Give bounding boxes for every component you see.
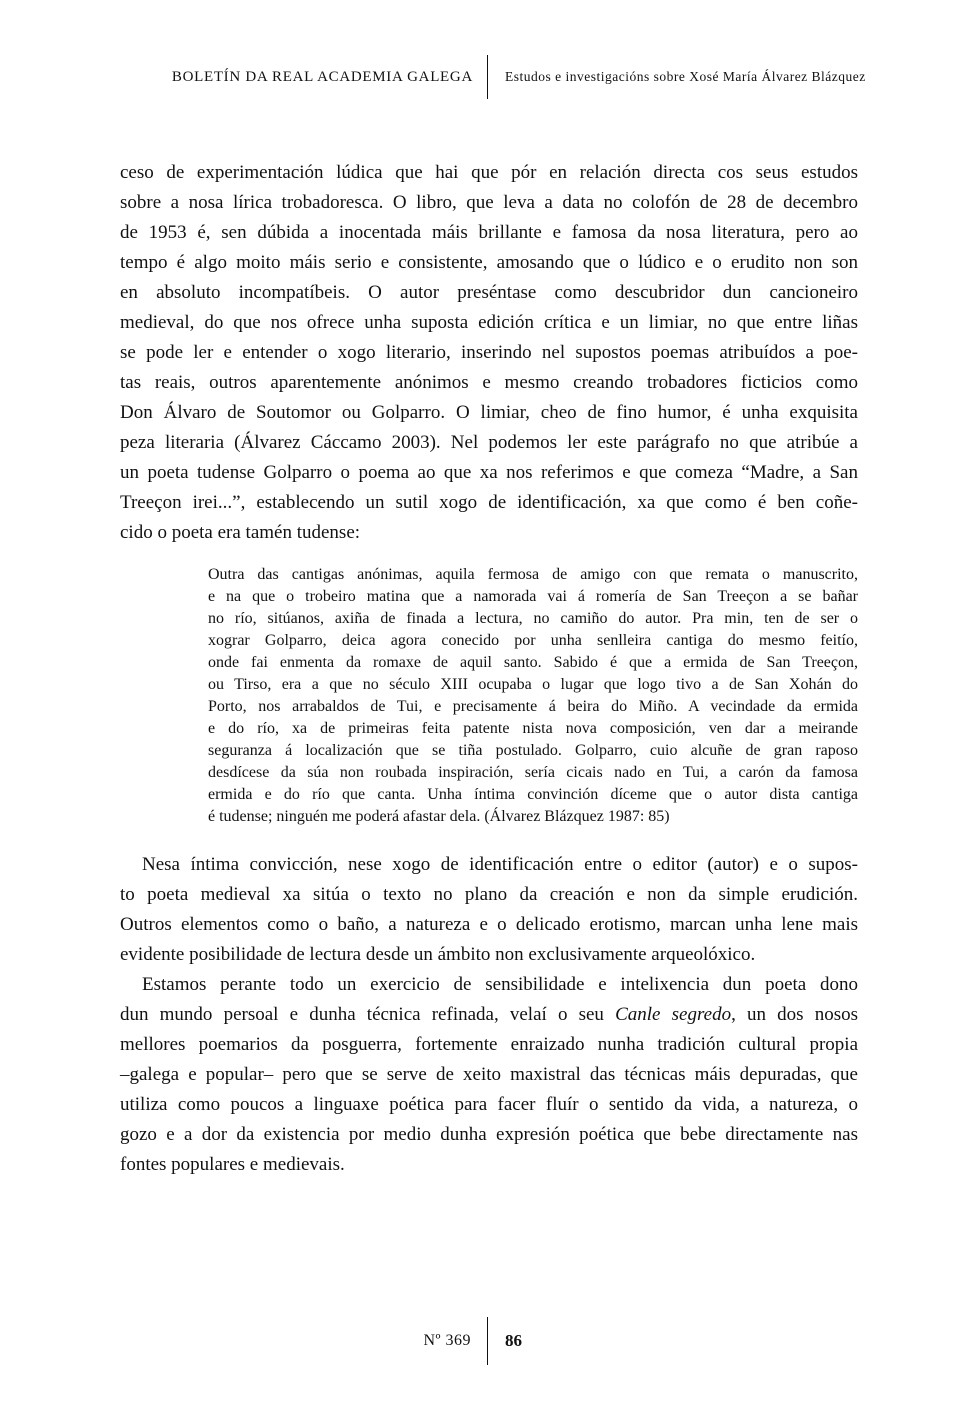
text-line: fontes populares e medievais. bbox=[120, 1154, 345, 1175]
text-line: sobre a nosa lírica trobadoresca. O libro, que leva a data no colofón de 28 de decembro bbox=[120, 192, 858, 213]
page-footer bbox=[0, 1317, 975, 1365]
text-line: é tudense; ninguén me poderá afastar dela. (Álvarez Blázquez 1987: 85) bbox=[208, 808, 670, 825]
text-line: –galega e popular– pero que se serve de xeito maxistral das técnicas máis depuradas, que bbox=[120, 1064, 858, 1085]
text-line: dun mundo persoal e dunha técnica refinada, velaí o seu Canle segredo, un dos nosos bbox=[120, 1004, 858, 1025]
text-line: ceso de experimentación lúdica que hai que pór en relación directa cos seus estudos bbox=[120, 162, 858, 183]
text-line: Outros elementos como o baño, a natureza e o delicado erotismo, marcan unha lene mais bbox=[120, 914, 858, 935]
text-line: de 1953 é, sen dúbida a inocentada máis brillante e famosa da nosa literatura, pero ao bbox=[120, 222, 858, 243]
text-line: Treeçon irei...”, establecendo un sutil xogo de identificación, xa que como é ben coñe- bbox=[120, 492, 858, 513]
text-line: ermida e do río que canta. Unha íntima convinción díceme que o autor dista cantiga bbox=[208, 786, 858, 803]
text-line: gozo e a dor da existencia por medio dunha expresión poética que bebe directamente nas bbox=[120, 1124, 858, 1145]
body-paragraph bbox=[120, 850, 858, 970]
text-line: se pode ler e entender o xogo literario, inserindo nel supostos poemas atribuídos a poe- bbox=[120, 342, 858, 363]
journal-header bbox=[0, 55, 975, 99]
page-number: 86 bbox=[505, 1331, 522, 1350]
text-line: cido o poeta era tamén tudense: bbox=[120, 522, 361, 543]
text-line: e do río, xa de primeiras feita patente nista nova composición, ven dar a meirande bbox=[208, 720, 858, 737]
text-line: seguranza á localización que se tiña postulado. Golparro, cuio alcuñe de gran raposo bbox=[208, 742, 858, 759]
text-line: ou Tirso, era a que no século XIII ocupaba o lugar que logo tivo a de San Xohán do bbox=[208, 676, 858, 693]
text-line: mellores poemarios da posguerra, fortemente enraizado nunha tradición cultural propia bbox=[120, 1034, 858, 1055]
text-line: un poeta tudense Golparro o poema ao que xa nos referimos e que comeza “Madre, a San bbox=[120, 462, 858, 483]
text-line: utiliza como poucos a linguaxe poética para facer fluír o sentido da vida, a natureza, o bbox=[120, 1094, 858, 1115]
text-line: Porto, nos arrabaldos de Tui, e precisamente á beira do Miño. A vecindade da ermida bbox=[208, 698, 858, 715]
body-paragraph bbox=[120, 158, 858, 548]
issue-number: Nº 369 bbox=[423, 1332, 471, 1349]
text-line: evidente posibilidade de lectura desde un ámbito non exclusivamente arqueolóxico. bbox=[120, 944, 756, 965]
text-line: desdícese da súa non roubada inspiración, sería cicais nado en Tui, a carón da famosa bbox=[208, 764, 858, 781]
page-body bbox=[120, 158, 858, 1180]
text-line: en absoluto incompatíbeis. O autor preséntase como descubridor dun cancioneiro bbox=[120, 282, 858, 303]
text-line: Nesa íntima convicción, nese xogo de identificación entre o editor (autor) e o supos- bbox=[142, 854, 858, 875]
text-line: Outra das cantigas anónimas, aquila fermosa de amigo con que remata o manuscrito, bbox=[208, 566, 858, 583]
body-paragraph bbox=[120, 970, 858, 1180]
text-line: tas reais, outros aparentemente anónimos e mesmo creando trobadores ficticios como bbox=[120, 372, 858, 393]
journal-title: BOLETÍN DA REAL ACADEMIA GALEGA bbox=[171, 68, 473, 85]
text-line: Estamos perante todo un exercicio de sensibilidade e intelixencia dun poeta dono bbox=[142, 974, 858, 995]
text-line: medieval, do que nos ofrece unha suposta edición crítica e un limiar, no que entre liñas bbox=[120, 312, 858, 333]
text-line: Don Álvaro de Soutomor ou Golparro. O limiar, cheo de fino humor, é unha exquisita bbox=[120, 402, 858, 423]
text-line: peza literaria (Álvarez Cáccamo 2003). Nel podemos ler este parágrafo no que atribúe a bbox=[120, 432, 858, 453]
text-line: to poeta medieval xa sitúa o texto no plano da creación e non da simple erudición. bbox=[120, 884, 858, 905]
block-quote bbox=[208, 564, 858, 828]
text-line: no río, sitúanos, axiña de finada a lectura, no camiño do autor. Pra min, ten de ser o bbox=[208, 610, 858, 627]
article-title: Estudos e investigacións sobre Xosé María Álvarez Blázquez bbox=[505, 69, 866, 84]
text-line: onde fai enmenta da romaxe de aquil santo. Sabido é que a ermida de San Treeçon, bbox=[208, 654, 858, 671]
text-line: e na que o trobeiro matina que a namorada vai á romería de San Treeçon a se bañar bbox=[208, 588, 858, 605]
text-line: xograr Golparro, deica agora conecido por unha senlleira cantiga do mesmo feitío, bbox=[208, 632, 858, 649]
text-line: tempo é algo moito máis serio e consistente, amosando que o lúdico e o erudito non son bbox=[120, 252, 858, 273]
